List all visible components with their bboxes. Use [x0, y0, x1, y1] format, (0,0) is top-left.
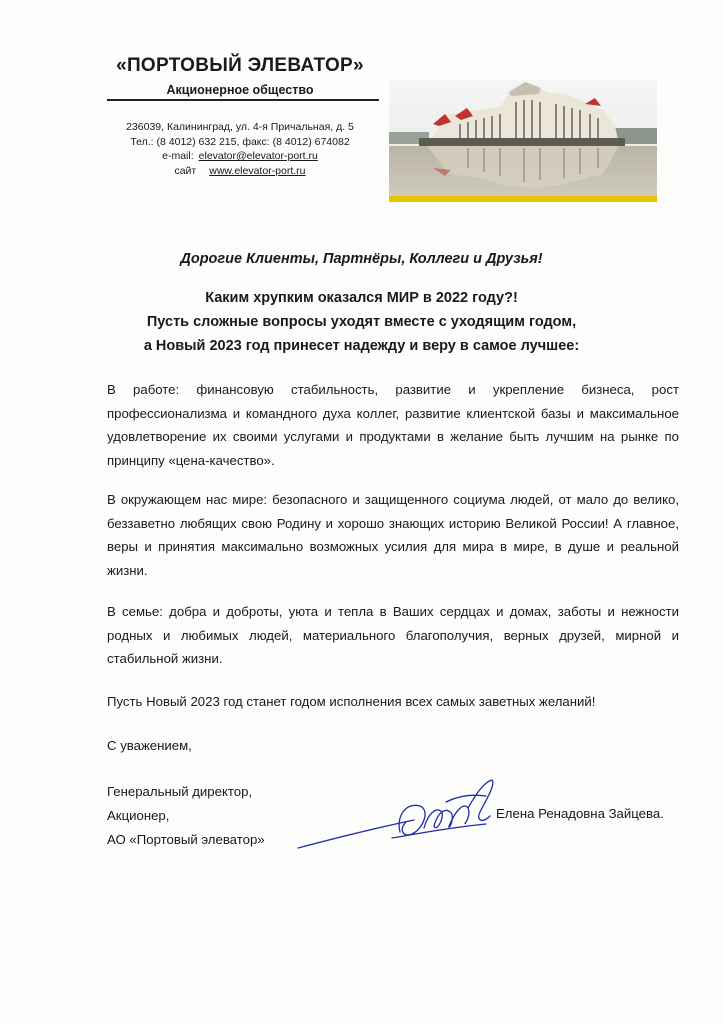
signer-position: Генеральный директор,	[107, 784, 253, 799]
letter-headline	[0, 286, 723, 358]
signer-organization: АО «Портовый элеватор»	[107, 832, 265, 847]
handwritten-signature	[296, 772, 516, 862]
paragraph-wishes: Пусть Новый 2023 год станет годом исполнения всех самых заветных желаний!	[107, 694, 596, 709]
letter-greeting: Дорогие Клиенты, Партнёры, Коллеги и Друзья!	[180, 251, 543, 267]
headline-line: а Новый 2023 год принесет надежду и веру в самое лучшее:	[143, 338, 580, 354]
headline-line: Каким хрупким оказался МИР в 2022 году?!	[205, 290, 518, 306]
site-line	[90, 164, 390, 179]
signer-name: Елена Ренадовна Зайцева.	[496, 806, 664, 821]
company-name: «ПОРТОВЫЙ ЭЛЕВАТОР»	[116, 55, 364, 76]
contact-block	[90, 120, 390, 178]
company-type: Акционерное общество	[166, 83, 314, 97]
regards-text: С уважением,	[107, 738, 192, 753]
paragraph-world: В окружающем нас мире: безопасного и защищенного социума людей, от мало до велико, беззаветно любящих свою Родину и хорошо знающих историю Великой России! А главное, веры и принятия максимально возможных усилия для мира в мире, в душе и реальной жизни.	[107, 492, 679, 578]
email-label: e-mail:	[162, 150, 194, 162]
paragraph-family: В семье: добра и доброты, уюта и тепла в Ваших сердцах и домах, заботы и нежности родных и любимых людей, материального благополучия, верных друзей, мирной и стабильной жизни.	[107, 604, 679, 666]
header-divider	[107, 99, 379, 101]
signer-role: Акционер,	[107, 808, 170, 823]
paragraph-work: В работе: финансовую стабильность, развитие и укрепление бизнеса, рост профессионализма и командного духа коллег, развитие клиентской базы и максимальное удовлетворение их своими услугами и продуктами в желание быть лучшим на рынке по принципу «цена-качество».	[107, 382, 679, 468]
address: 236039, Калининград, ул. 4-я Причальная, д. 5	[126, 121, 354, 133]
email-link[interactable]: elevator@elevator-port.ru	[198, 150, 318, 162]
phones: Тел.: (8 4012) 632 215, факс: (8 4012) 674082	[130, 135, 350, 148]
elevator-building-photo	[389, 80, 657, 202]
site-label: сайт	[174, 164, 197, 177]
email-line	[90, 149, 390, 164]
headline-line: Пусть сложные вопросы уходят вместе с уходящим годом,	[146, 314, 577, 330]
site-link[interactable]: www.elevator-port.ru	[209, 164, 306, 177]
closing-block	[107, 734, 265, 852]
